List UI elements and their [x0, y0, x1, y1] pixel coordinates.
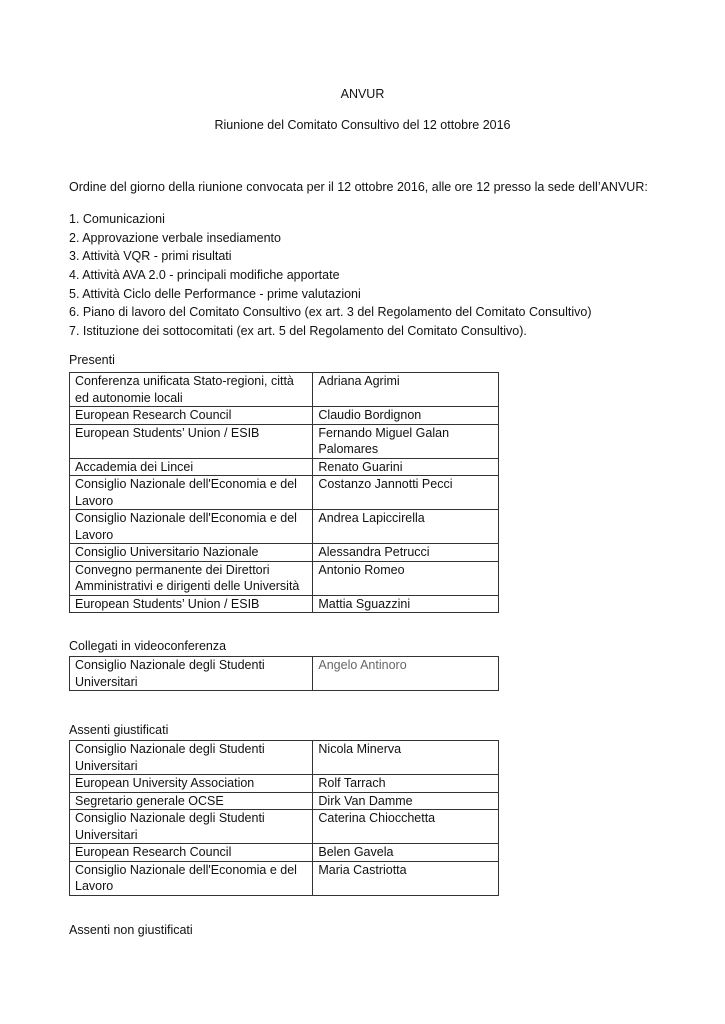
- org-cell: Consiglio Nazionale degli Studenti Universitari: [70, 810, 313, 844]
- presenti-table: [69, 372, 499, 613]
- org-cell: Segretario generale OCSE: [70, 792, 313, 810]
- name-cell: Renato Guarini: [313, 458, 499, 476]
- name-cell: Belen Gavela: [313, 844, 499, 862]
- videoconferenza-label: Collegati in videoconferenza: [69, 639, 227, 653]
- assenti-non-giustificati-label: Assenti non giustificati: [69, 923, 193, 937]
- name-cell: Fernando Miguel Galan Palomares: [313, 424, 499, 458]
- org-cell: European Research Council: [70, 407, 313, 425]
- name-cell: Caterina Chiocchetta: [313, 810, 499, 844]
- name-cell: Costanzo Jannotti Pecci: [313, 476, 499, 510]
- table-row: [70, 810, 499, 844]
- table-row: [70, 561, 499, 595]
- agenda-item: 1. Comunicazioni: [69, 212, 165, 226]
- table-row: [70, 407, 499, 425]
- name-cell: Maria Castriotta: [313, 861, 499, 895]
- name-cell: Dirk Van Damme: [313, 792, 499, 810]
- table-row: [70, 424, 499, 458]
- table-row: [70, 741, 499, 775]
- table-row: [70, 792, 499, 810]
- assenti-giustificati-table: [69, 740, 499, 896]
- videoconferenza-table: [69, 656, 499, 691]
- table-row: [70, 844, 499, 862]
- org-cell: Consiglio Nazionale dell'Economia e del Lavoro: [70, 476, 313, 510]
- org-cell: Consiglio Nazionale dell'Economia e del Lavoro: [70, 510, 313, 544]
- org-cell: Convegno permanente dei Direttori Amministrativi e dirigenti delle Università: [70, 561, 313, 595]
- name-cell: Angelo Antinoro: [313, 657, 499, 691]
- table-row: [70, 595, 499, 613]
- table-row: [70, 657, 499, 691]
- name-cell: Andrea Lapiccirella: [313, 510, 499, 544]
- org-cell: Consiglio Nazionale degli Studenti Universitari: [70, 657, 313, 691]
- name-cell: Adriana Agrimi: [313, 373, 499, 407]
- agenda-intro: Ordine del giorno della riunione convocata per il 12 ottobre 2016, alle ore 12 presso la sede dell’ANVUR:: [69, 180, 648, 194]
- agenda-item: 5. Attività Ciclo delle Performance - prime valutazioni: [69, 286, 361, 301]
- name-cell: Claudio Bordignon: [313, 407, 499, 425]
- org-cell: European Students’ Union / ESIB: [70, 424, 313, 458]
- table-row: [70, 510, 499, 544]
- name-cell: Rolf Tarrach: [313, 775, 499, 793]
- table-row: [70, 458, 499, 476]
- org-cell: European University Association: [70, 775, 313, 793]
- document-title: ANVUR: [340, 87, 385, 101]
- agenda-item: 4. Attività AVA 2.0 - principali modifiche apportate: [69, 268, 340, 283]
- table-row: [70, 775, 499, 793]
- name-cell: Alessandra Petrucci: [313, 544, 499, 562]
- name-cell: Nicola Minerva: [313, 741, 499, 775]
- org-cell: Accademia dei Lincei: [70, 458, 313, 476]
- table-row: [70, 544, 499, 562]
- agenda-item: 2. Approvazione verbale insediamento: [69, 230, 281, 245]
- table-row: [70, 476, 499, 510]
- org-cell: European Students’ Union / ESIB: [70, 595, 313, 613]
- table-row: [70, 373, 499, 407]
- agenda-item: 3. Attività VQR - primi risultati: [69, 249, 232, 264]
- org-cell: Consiglio Universitario Nazionale: [70, 544, 313, 562]
- agenda-list: [69, 210, 592, 341]
- name-cell: Antonio Romeo: [313, 561, 499, 595]
- assenti-giustificati-label: Assenti giustificati: [69, 723, 169, 737]
- agenda-item: 6. Piano di lavoro del Comitato Consultivo (ex art. 3 del Regolamento del Comitato Consultivo): [69, 305, 592, 320]
- agenda-item: 7. Istituzione dei sottocomitati (ex art. 5 del Regolamento del Comitato Consultivo).: [69, 324, 527, 339]
- table-row: [70, 861, 499, 895]
- meeting-subtitle: Riunione del Comitato Consultivo del 12 ottobre 2016: [214, 118, 511, 132]
- org-cell: Conferenza unificata Stato-regioni, città ed autonomie locali: [70, 373, 313, 407]
- presenti-label: Presenti: [69, 353, 115, 367]
- org-cell: Consiglio Nazionale dell'Economia e del Lavoro: [70, 861, 313, 895]
- org-cell: European Research Council: [70, 844, 313, 862]
- org-cell: Consiglio Nazionale degli Studenti Universitari: [70, 741, 313, 775]
- name-cell: Mattia Sguazzini: [313, 595, 499, 613]
